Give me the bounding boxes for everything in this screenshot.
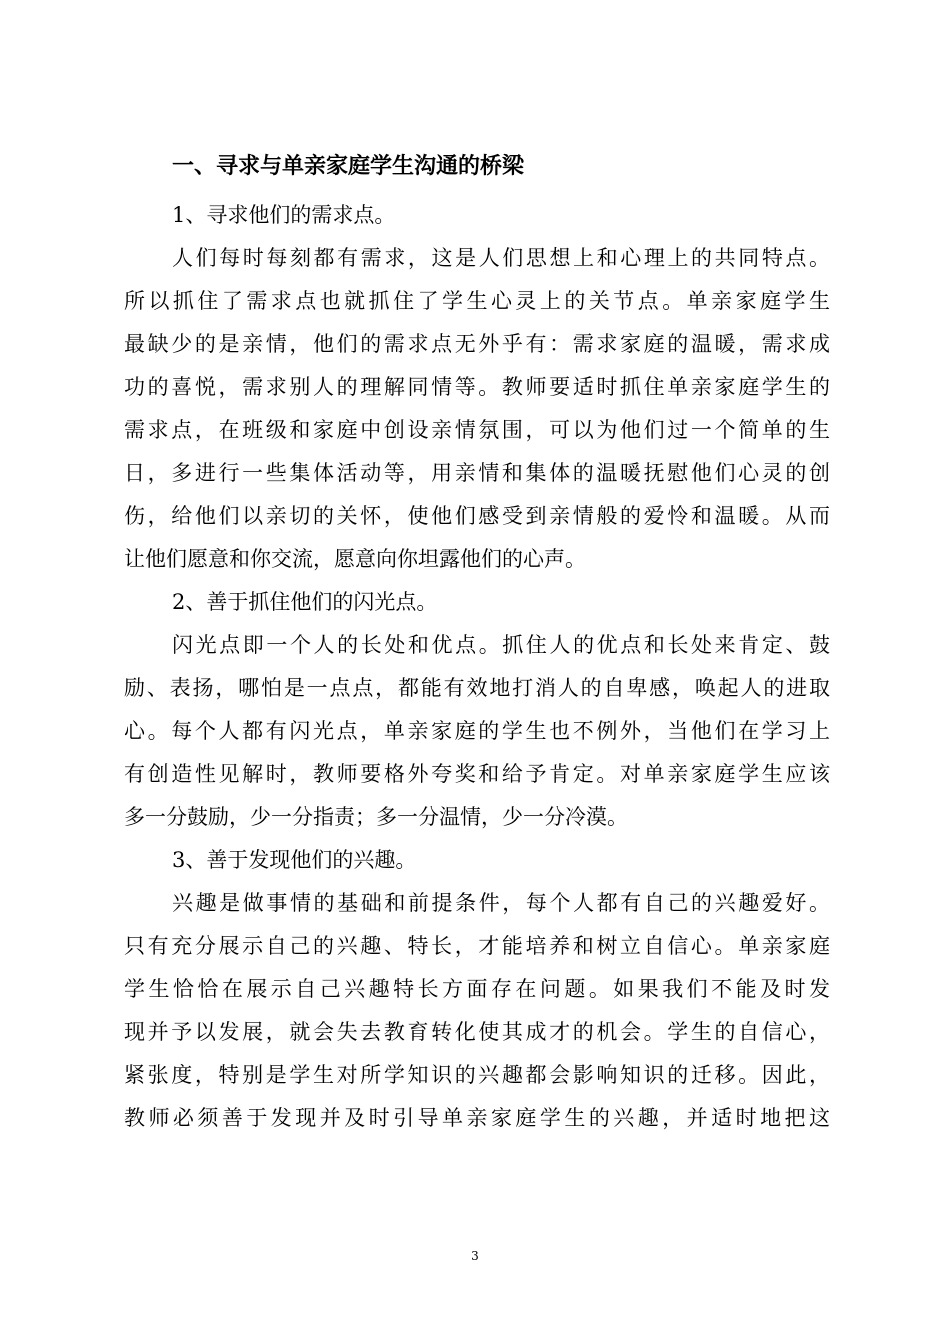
paragraph-line: 教师必须善于发现并及时引导单亲家庭学生的兴趣，并适时地把这 (124, 1106, 830, 1130)
paragraph-line: 需求点，在班级和家庭中创设亲情氛围，可以为他们过一个简单的生 (124, 418, 830, 442)
section-heading: 一、寻求与单亲家庭学生沟通的桥梁 (172, 154, 525, 179)
paragraph-line: 紧张度，特别是学生对所学知识的兴趣都会影响知识的迁移。因此， (124, 1063, 830, 1087)
paragraph-line: 最缺少的是亲情，他们的需求点无外乎有：需求家庭的温暖，需求成 (124, 332, 830, 356)
paragraph-line: 人们每时每刻都有需求，这是人们思想上和心理上的共同特点。 (172, 246, 830, 270)
paragraph-line: 兴趣是做事情的基础和前提条件，每个人都有自己的兴趣爱好。 (172, 891, 830, 915)
paragraph-line: 所以抓住了需求点也就抓住了学生心灵上的关节点。单亲家庭学生 (124, 289, 830, 313)
document-body (124, 140, 830, 1140)
paragraph-line: 功的喜悦，需求别人的理解同情等。教师要适时抓住单亲家庭学生的 (124, 375, 830, 399)
page-number: 3 (471, 1249, 479, 1263)
paragraph-line: 让他们愿意和你交流，愿意向你坦露他们的心声。 (124, 547, 586, 571)
subsection-title-2: 2、善于抓住他们的闪光点。 (172, 590, 438, 614)
paragraph-line: 现并予以发展，就会失去教育转化使其成才的机会。学生的自信心， (124, 1020, 830, 1044)
paragraph-3 (124, 882, 830, 1140)
paragraph-line: 日，多进行一些集体活动等，用亲情和集体的温暖抚慰他们心灵的创 (124, 461, 830, 485)
paragraph-line: 闪光点即一个人的长处和优点。抓住人的优点和长处来肯定、鼓 (172, 633, 830, 657)
subsection-title-1: 1、寻求他们的需求点。 (172, 203, 396, 227)
paragraph-line: 伤，给他们以亲切的关怀，使他们感受到亲情般的爱怜和温暖。从而 (124, 504, 830, 528)
paragraph-line: 学生恰恰在展示自己兴趣特长方面存在问题。如果我们不能及时发 (124, 977, 830, 1001)
paragraph-line: 心。每个人都有闪光点，单亲家庭的学生也不例外，当他们在学习上 (124, 719, 830, 743)
paragraph-1 (124, 237, 830, 581)
paragraph-line: 只有充分展示自己的兴趣、特长，才能培养和树立自信心。单亲家庭 (124, 934, 830, 958)
subsection-title-3: 3、善于发现他们的兴趣。 (172, 848, 417, 872)
paragraph-2 (124, 624, 830, 839)
paragraph-line: 励、表扬，哪怕是一点点，都能有效地打消人的自卑感，唤起人的进取 (124, 676, 830, 700)
paragraph-line: 多一分鼓励，少一分指责；多一分温情，少一分冷漠。 (124, 805, 628, 829)
paragraph-line: 有创造性见解时，教师要格外夸奖和给予肯定。对单亲家庭学生应该 (124, 762, 830, 786)
